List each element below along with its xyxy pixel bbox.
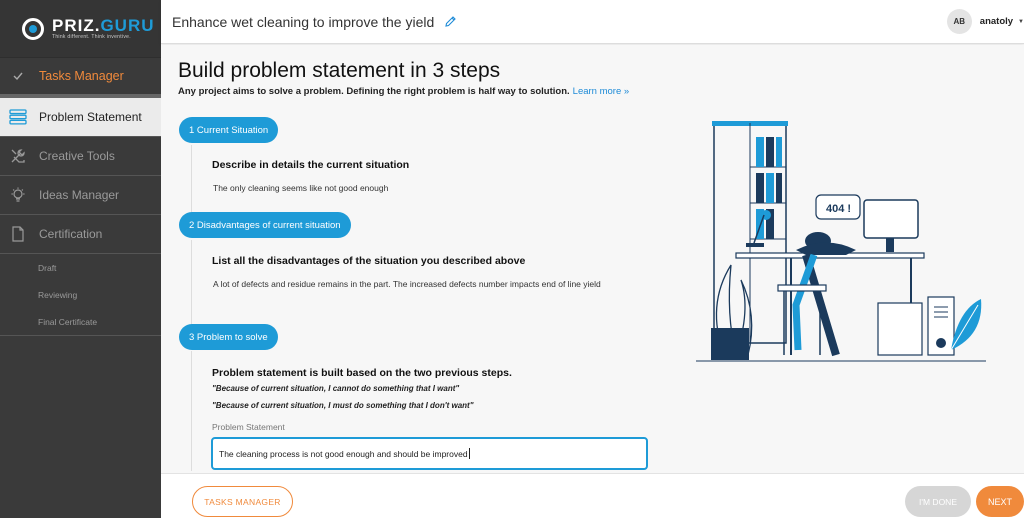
step-2-pill[interactable]: 2 Disadvantages of current situation (179, 212, 351, 238)
bottom-bar (161, 473, 1024, 518)
pencil-icon[interactable] (444, 15, 457, 28)
problem-statement-input[interactable] (211, 437, 648, 470)
problem-statement-label: Problem Statement (212, 422, 285, 432)
step-3-question: Problem statement is built based on the two previous steps. (212, 367, 512, 379)
step-connector (191, 145, 192, 215)
document-icon (9, 225, 27, 243)
avatar[interactable]: AB (947, 9, 972, 34)
step-2-question: List all the disadvantages of the situation you described above (212, 255, 526, 267)
text-caret (469, 448, 470, 459)
sidebar-subitem-reviewing[interactable]: Reviewing (38, 289, 78, 300)
brand-logo[interactable] (0, 0, 161, 58)
next-button[interactable]: NEXT (976, 486, 1024, 517)
sidebar-subitem-draft[interactable]: Draft (38, 262, 57, 273)
404-illustration (696, 115, 986, 375)
user-menu[interactable] (947, 9, 1024, 34)
page-subtitle (178, 86, 629, 97)
sidebar-item-tasks-manager[interactable] (0, 58, 161, 98)
lightbulb-icon (9, 186, 27, 204)
sidebar-item-label: Tasks Manager (39, 69, 124, 83)
learn-more-link[interactable]: Learn more » (572, 86, 630, 97)
layers-icon (9, 108, 27, 126)
sidebar-item-certification[interactable] (0, 215, 161, 254)
step-1-question: Describe in details the current situation (212, 159, 410, 171)
brand-tagline: Think different. Think inventive. (52, 34, 131, 40)
checkmark-icon (9, 67, 27, 85)
illustration-404-text: 404 ! (826, 203, 852, 215)
sidebar-item-ideas-manager[interactable] (0, 176, 161, 215)
project-title: Enhance wet cleaning to improve the yield (172, 13, 435, 30)
main-content (161, 45, 1024, 473)
step-connector (191, 351, 192, 471)
sidebar-item-creative-tools[interactable] (0, 137, 161, 176)
tasks-manager-button[interactable]: TASKS MANAGER (192, 486, 293, 517)
sidebar-item-problem-statement[interactable] (0, 98, 161, 137)
username[interactable]: anatoly (979, 16, 1014, 27)
sidebar-item-label: Problem Statement (39, 110, 142, 124)
im-done-button[interactable]: I'M DONE (905, 486, 971, 517)
sidebar-item-label: Ideas Manager (39, 188, 120, 202)
sidebar-item-label: Creative Tools (39, 149, 115, 163)
step-3-quote-1: "Because of current situation, I cannot do something that I want" (212, 384, 460, 393)
step-connector (191, 240, 192, 326)
step-3-pill[interactable]: 3 Problem to solve (179, 324, 278, 350)
brand-name-b: GURU (100, 16, 155, 35)
page-title: Build problem statement in 3 steps (178, 59, 501, 82)
brand-name-a: PRIZ. (52, 16, 101, 35)
subtitle-text: Any project aims to solve a problem. Defining the right problem is half way to solution. (178, 86, 570, 97)
step-1-answer[interactable]: The only cleaning seems like not good enough (213, 183, 389, 193)
sidebar (0, 0, 161, 518)
sidebar-subitem-final-certificate[interactable]: Final Certificate (0, 308, 161, 336)
chevron-down-icon[interactable]: ▼ (1018, 18, 1024, 25)
sidebar-item-label: Certification (39, 227, 103, 241)
tools-icon (9, 147, 27, 165)
logo-icon (22, 18, 44, 40)
step-3-quote-2: "Because of current situation, I must do something that I don't want" (212, 401, 474, 410)
top-bar (161, 0, 1024, 44)
problem-statement-value: The cleaning process is not good enough and should be improved (219, 448, 468, 459)
step-2-answer[interactable]: A lot of defects and residue remains in the part. The increased defects number impacts end of line yield (213, 279, 601, 289)
step-1-pill[interactable]: 1 Current Situation (179, 117, 278, 143)
